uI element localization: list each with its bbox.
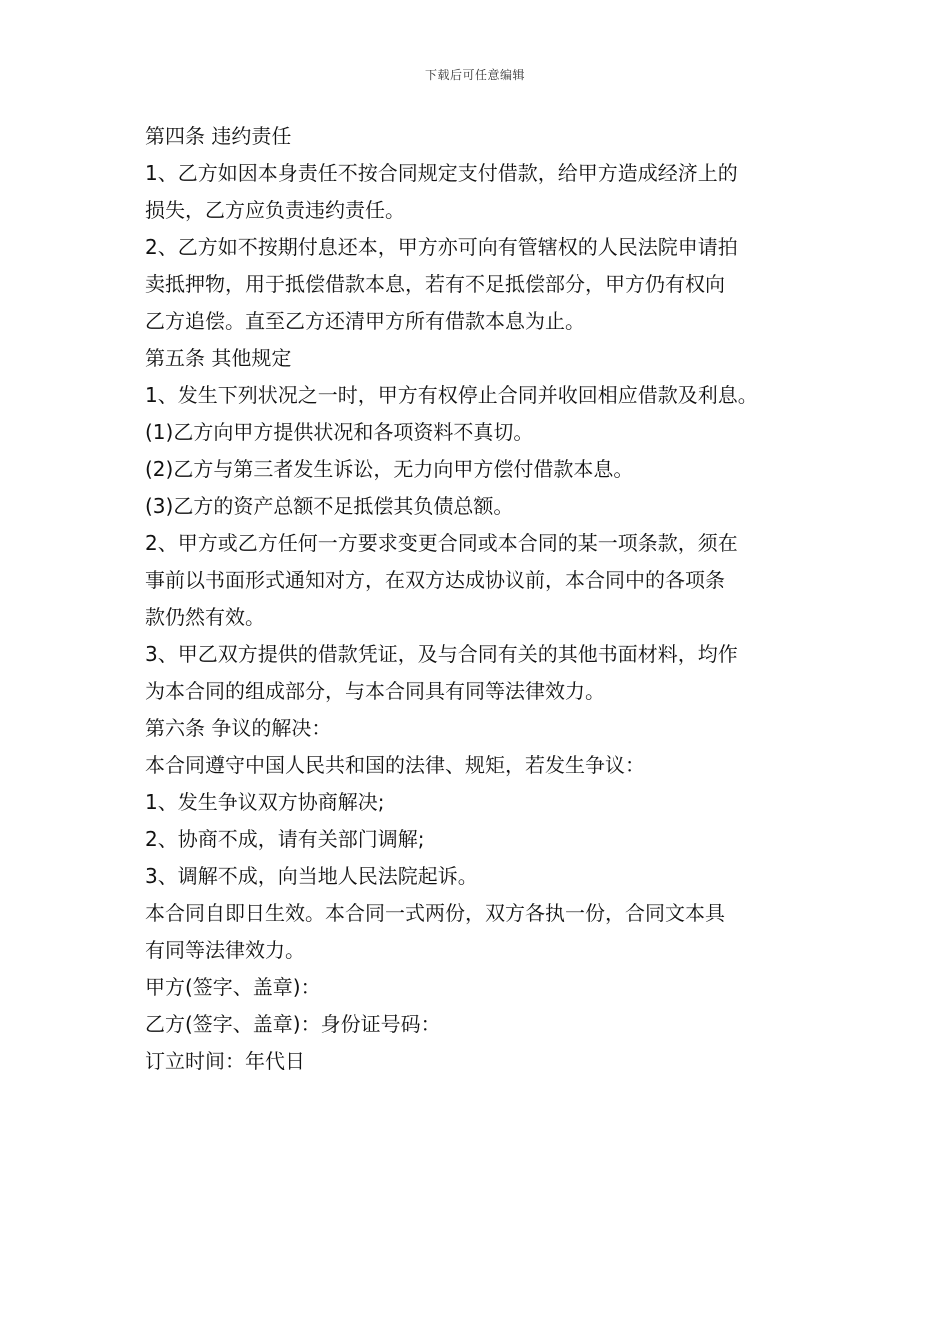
paragraph-line: 本合同遵守中国人民共和国的法律、规矩，若发生争议： bbox=[145, 753, 645, 777]
paragraph-line: 为本合同的组成部分，与本合同具有同等法律效力。 bbox=[145, 679, 605, 703]
paragraph-line: 事前以书面形式通知对方，在双方达成协议前，本合同中的各项条 bbox=[145, 568, 725, 592]
signature-party-b: 乙方(签字、盖章)：身份证号码： bbox=[145, 1012, 441, 1036]
paragraph-line: 损失，乙方应负责违约责任。 bbox=[145, 198, 405, 222]
paragraph-line: 3、甲乙双方提供的借款凭证，及与合同有关的其他书面材料，均作 bbox=[145, 642, 738, 666]
section-heading-breach: 第四条 违约责任 bbox=[145, 124, 292, 148]
section-heading-dispute: 第六条 争议的解决： bbox=[145, 716, 332, 740]
paragraph-line: 1、乙方如因本身责任不按合同规定支付借款，给甲方造成经济上的 bbox=[145, 161, 738, 185]
list-item: (2)乙方与第三者发生诉讼，无力向甲方偿付借款本息。 bbox=[145, 457, 634, 481]
paragraph-line: 2、乙方如不按期付息还本，甲方亦可向有管辖权的人民法院申请拍 bbox=[145, 235, 738, 259]
paragraph-line: 乙方追偿。直至乙方还清甲方所有借款本息为止。 bbox=[145, 309, 585, 333]
paragraph-line: 1、发生下列状况之一时，甲方有权停止合同并收回相应借款及利息。 bbox=[145, 383, 758, 407]
list-item: (3)乙方的资产总额不足抵偿其负债总额。 bbox=[145, 494, 514, 518]
section-heading-other: 第五条 其他规定 bbox=[145, 346, 292, 370]
paragraph-line: 款仍然有效。 bbox=[145, 605, 265, 629]
list-item: 3、调解不成，向当地人民法院起诉。 bbox=[145, 864, 478, 888]
page-header: 下载后可任意编辑 bbox=[424, 68, 525, 82]
list-item: 1、发生争议双方协商解决; bbox=[145, 790, 385, 814]
paragraph-line: 卖抵押物，用于抵偿借款本息，若有不足抵偿部分，甲方仍有权向 bbox=[145, 272, 725, 296]
paragraph-line: 2、甲方或乙方任何一方要求变更合同或本合同的某一项条款，须在 bbox=[145, 531, 738, 555]
paragraph-line: 本合同自即日生效。本合同一式两份，双方各执一份，合同文本具 bbox=[145, 901, 725, 925]
signing-date: 订立时间：年代日 bbox=[145, 1049, 305, 1073]
paragraph-line: 有同等法律效力。 bbox=[145, 938, 305, 962]
document-body bbox=[145, 118, 825, 1080]
list-item: 2、协商不成，请有关部门调解; bbox=[145, 827, 425, 851]
list-item: (1)乙方向甲方提供状况和各项资料不真切。 bbox=[145, 420, 534, 444]
signature-party-a: 甲方(签字、盖章)： bbox=[145, 975, 321, 999]
